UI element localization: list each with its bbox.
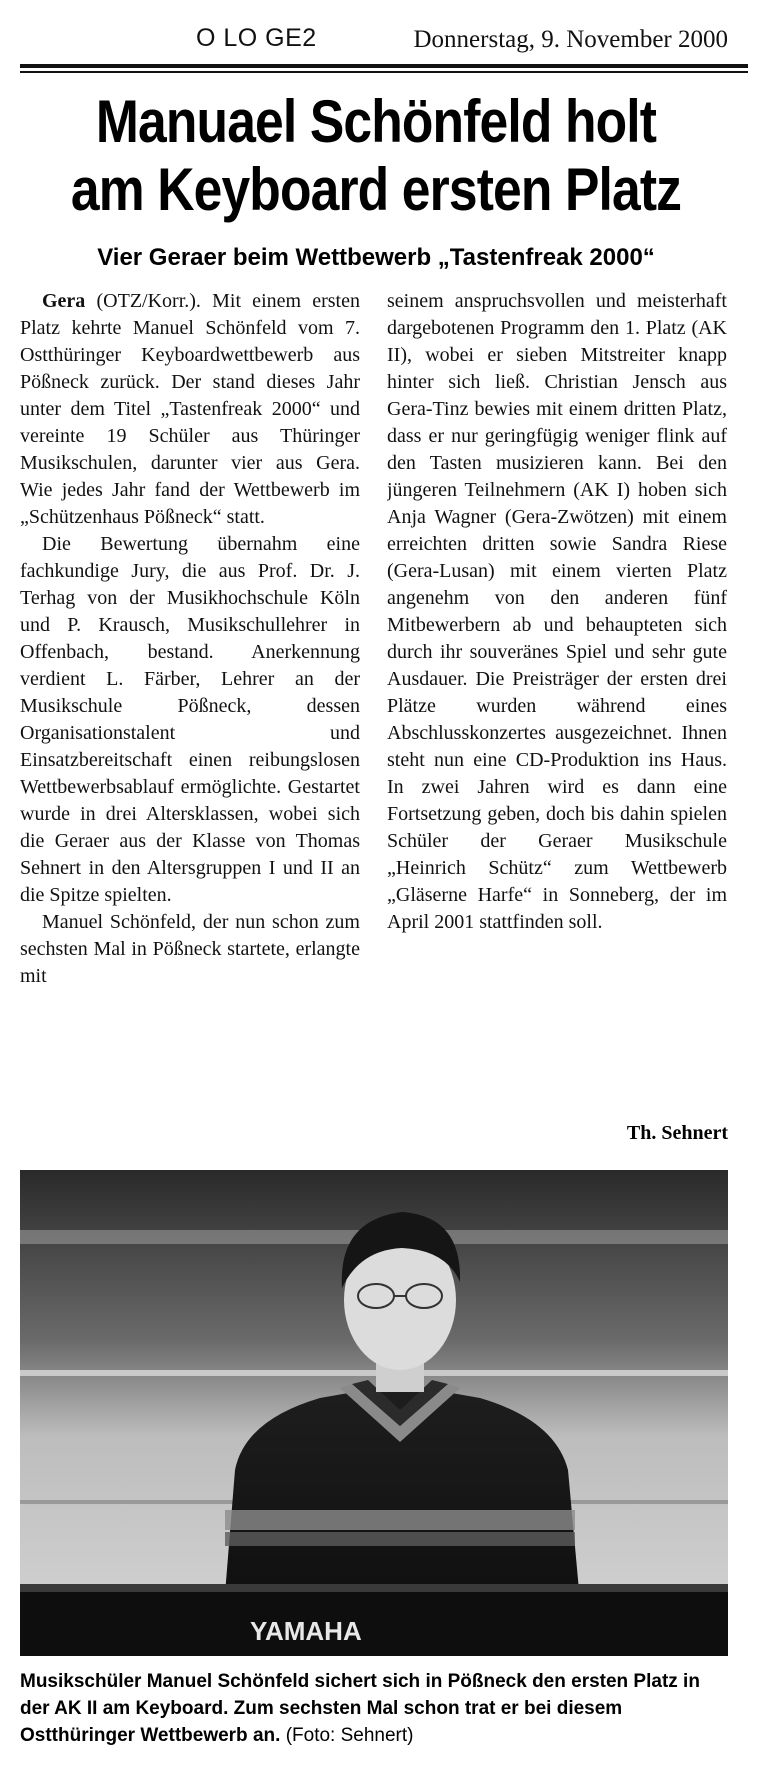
article-paragraph: seinem anspruchsvollen und meisterhaft dargebotenen Programm den 1. Platz (AK II), wobei er sieben Mitstreiter knapp hinter sich ließ. Christian Jensch aus Gera-Tinz bewies mit einem dritten Platz, dass er nur geringfügig weniger flink auf den Tasten musizieren kann. Bei den jüngeren Teilnehmern (AK I) hoben sich Anja Wagner (Gera-Zwötzen) mit einem erreichten dritten sowie Sandra Riese (Gera-Lusan) mit einem vierten Platz angenehm von den anderen fünf Mitbewerbern ab und behaupteten sich durch ihr souveränes Spiel und sehr gute Ausdauer. Die Preisträger der ersten drei Plätze wurden während eines Abschlusskonzertes ausgezeichnet. Ihnen steht nun eine CD-Produktion ins Haus. In zwei Jahren wird es dann eine Fortsetzung geben, doch bis dahin spielen Schüler der Geraer Musikschule „Heinrich Schütz“ zum Wettbewerb „Gläserne Harfe“ in Sonneberg, der im April 2001 stattfinden soll. <box>387 290 727 933</box>
caption-text: Musikschüler Manuel Schönfeld sichert sich in Pößneck den ersten Platz in der AK II am Keyboard. Zum sechsten Mal schon trat er bei diesem Ostthüringer Wettbewerb an. <box>20 1671 700 1746</box>
headline: Manuael Schönfeld holt am Keyboard ersten Platz <box>70 88 682 223</box>
paragraph-text: (OTZ/Korr.). Mit einem ersten Platz kehrte Manuel Schönfeld vom 7. Ostthüringer Keyboardwettbewerb aus Pößneck zurück. Der stand dieses Jahr unter dem Titel „Tastenfreak 2000“ und vereinte 19 Schüler aus Thüringer Musikschulen, darunter vier aus Gera. Wie jedes Jahr fand der Wettbewerb im „Schützenhaus Pößneck“ statt. <box>20 290 360 528</box>
top-rule <box>20 64 748 68</box>
article-paragraph: Manuel Schönfeld, der nun schon zum sechsten Mal in Pößneck startete, erlangte mit <box>20 911 360 987</box>
issue-date: Donnerstag, 9. November 2000 <box>413 26 728 53</box>
masthead <box>20 20 728 60</box>
photo-caption <box>20 1668 732 1749</box>
article-paragraph <box>20 288 360 531</box>
keyboard-brand: YAMAHA <box>250 1616 362 1646</box>
dateline: Gera <box>42 290 86 312</box>
photo-illustration <box>20 1170 728 1656</box>
article-paragraph: Die Bewertung übernahm eine fachkundige Jury, die aus Prof. Dr. J. Terhag von der Musikhochschule Köln und P. Krausch, Musikschullehrer in Offenbach, bestand. Anerkennung verdient L. Färber, Lehrer an der Musikschule Pößneck, dessen Organisationstalent und Einsatzbereitschaft einen reibungslosen Wettbewerbsablauf ermöglichte. Gestartet wurde in drei Altersklassen, wobei sich die Geraer aus der Klasse von Thomas Sehnert in den Altersgruppen I und II an die Spitze spielten. <box>20 533 360 906</box>
section-label: O LO GE2 <box>196 24 317 52</box>
article-photo <box>20 1170 728 1656</box>
article-column-right <box>387 288 727 1178</box>
subheadline: Vier Geraer beim Wettbewerb „Tastenfreak 2000“ <box>97 244 655 271</box>
top-rule-thin <box>20 71 748 73</box>
article-column-left <box>20 288 360 1178</box>
photo-credit: (Foto: Sehnert) <box>285 1725 414 1746</box>
author-byline: Th. Sehnert <box>626 1122 728 1144</box>
